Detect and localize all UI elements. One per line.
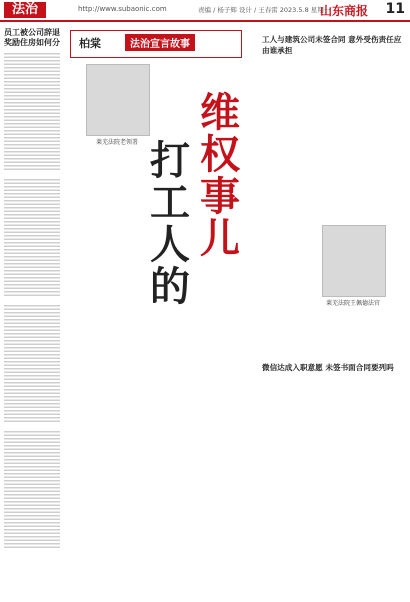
section-label: 法治 — [4, 2, 46, 18]
left-story-headline: 员工被公司辞退 奖励住房如何分 — [4, 28, 60, 47]
photo-left — [86, 64, 150, 136]
main-title-red: 维权事儿 — [200, 89, 240, 262]
left-story-text — [4, 51, 60, 171]
masthead — [0, 0, 410, 22]
left-story-text — [4, 303, 60, 423]
right-headline-2: 微信达成入职意愿 未签书面合同要列吗 — [262, 363, 394, 372]
right-headline-1: 工人与建筑公司未签合同 意外受伤责任应由谁承担 — [262, 35, 402, 55]
left-column — [4, 28, 60, 596]
page-number: 11 — [385, 1, 405, 17]
photo-caption: 莱芜法院老领署 — [95, 139, 138, 146]
paper-name: 山东商报 — [320, 4, 369, 18]
feature-banner — [70, 30, 242, 58]
left-story-text — [4, 429, 60, 549]
photo-caption: 莱芜法院王佩德法官 — [325, 300, 380, 307]
feature-column-name: 法治宣言故事 — [125, 34, 195, 51]
photo-right — [322, 225, 386, 297]
left-story-text — [4, 177, 60, 297]
site-url[interactable]: http://www.subaonic.com — [78, 5, 167, 13]
main-title-black: 打工人的 — [150, 137, 190, 310]
feature-brand: 柏棠 — [79, 37, 101, 50]
issue-meta: 责编 / 杨子辉 设计 / 王春雷 2023.5.8 星期一 — [198, 6, 331, 14]
